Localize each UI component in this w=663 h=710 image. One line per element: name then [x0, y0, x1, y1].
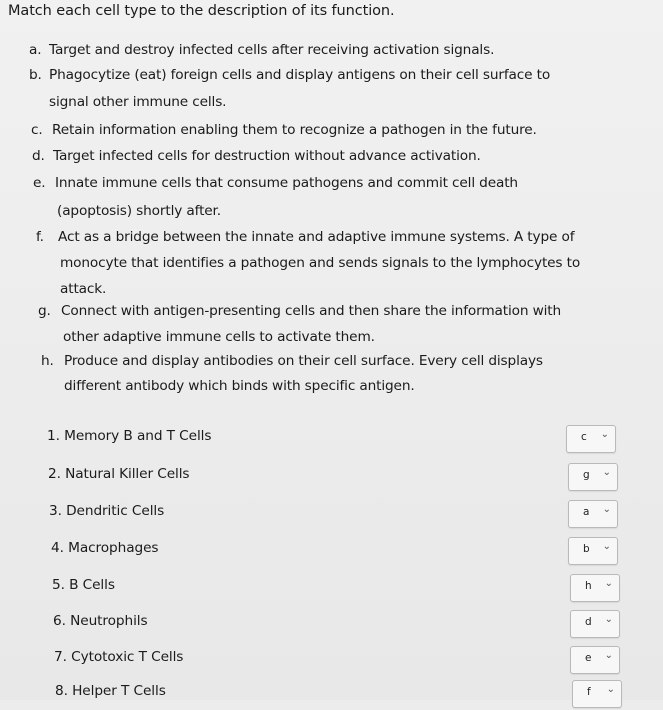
cell-type-label: 4. Macrophages [51, 540, 159, 556]
answer-dropdown[interactable] [570, 610, 620, 638]
description-text: Produce and display antibodies on their cell surface. Every cell displays [64, 353, 543, 369]
description-text: Target infected cells for destruction without advance activation. [53, 148, 481, 164]
description-text: other adaptive immune cells to activate them. [63, 329, 375, 345]
question-title: Match each cell type to the description of its function. [8, 3, 395, 19]
description-text: Phagocytize (eat) foreign cells and display antigens on their cell surface to [49, 67, 551, 83]
selected-answer: b [583, 543, 590, 555]
answer-dropdown[interactable] [570, 574, 620, 602]
selected-answer: c [581, 431, 587, 443]
selected-answer: g [583, 469, 590, 481]
selected-answer: a [583, 506, 590, 518]
description-text: Connect with antigen-presenting cells and then share the information with [61, 303, 562, 319]
description-text: Innate immune cells that consume pathogens and commit cell death [55, 175, 518, 191]
match-row [0, 646, 663, 676]
chevron-down-icon: ⌄ [604, 650, 613, 661]
cell-type-label: 8. Helper T Cells [55, 683, 166, 699]
selected-answer: h [585, 580, 592, 592]
answer-dropdown[interactable] [570, 646, 620, 674]
cell-type-label: 2. Natural Killer Cells [48, 466, 190, 482]
chevron-down-icon: ⌄ [602, 541, 611, 552]
cell-type-label: 5. B Cells [52, 577, 115, 593]
match-row [0, 425, 663, 455]
match-row [0, 610, 663, 640]
match-row [0, 680, 663, 710]
description-text: Act as a bridge between the innate and adaptive immune systems. A type of [58, 229, 575, 245]
cell-type-label: 6. Neutrophils [53, 613, 148, 629]
description-text: monocyte that identifies a pathogen and sends signals to the lymphocytes to [60, 255, 581, 271]
description-letter: a. [29, 42, 42, 58]
description-text: Target and destroy infected cells after receiving activation signals. [49, 42, 495, 58]
description-letter: c. [31, 122, 43, 138]
description-letter: h. [41, 353, 54, 369]
cell-type-label: 3. Dendritic Cells [49, 503, 165, 519]
description-letter: d. [32, 148, 45, 164]
cell-type-label: 1. Memory B and T Cells [47, 428, 212, 444]
match-row [0, 574, 663, 604]
chevron-down-icon: ⌄ [600, 429, 609, 440]
chevron-down-icon: ⌄ [604, 614, 613, 625]
selected-answer: e [585, 652, 592, 664]
description-letter: f. [36, 229, 44, 245]
answer-dropdown[interactable] [572, 680, 622, 708]
match-row [0, 463, 663, 493]
cell-type-label: 7. Cytotoxic T Cells [54, 649, 184, 665]
chevron-down-icon: ⌄ [604, 578, 613, 589]
description-letter: b. [29, 67, 42, 83]
chevron-down-icon: ⌄ [602, 467, 611, 478]
description-text: signal other immune cells. [49, 94, 227, 110]
description-text: (apoptosis) shortly after. [57, 203, 221, 219]
description-text: attack. [60, 281, 107, 297]
chevron-down-icon: ⌄ [606, 684, 615, 695]
description-letter: g. [38, 303, 51, 319]
answer-dropdown[interactable] [568, 463, 618, 491]
match-row [0, 537, 663, 567]
description-letter: e. [33, 175, 46, 191]
match-row [0, 500, 663, 530]
selected-answer: d [585, 616, 592, 628]
answer-dropdown[interactable] [566, 425, 616, 453]
answer-dropdown[interactable] [568, 537, 618, 565]
selected-answer: f [587, 686, 591, 698]
chevron-down-icon: ⌄ [602, 504, 611, 515]
description-text: different antibody which binds with specific antigen. [64, 378, 415, 394]
description-text: Retain information enabling them to recognize a pathogen in the future. [52, 122, 537, 138]
answer-dropdown[interactable] [568, 500, 618, 528]
